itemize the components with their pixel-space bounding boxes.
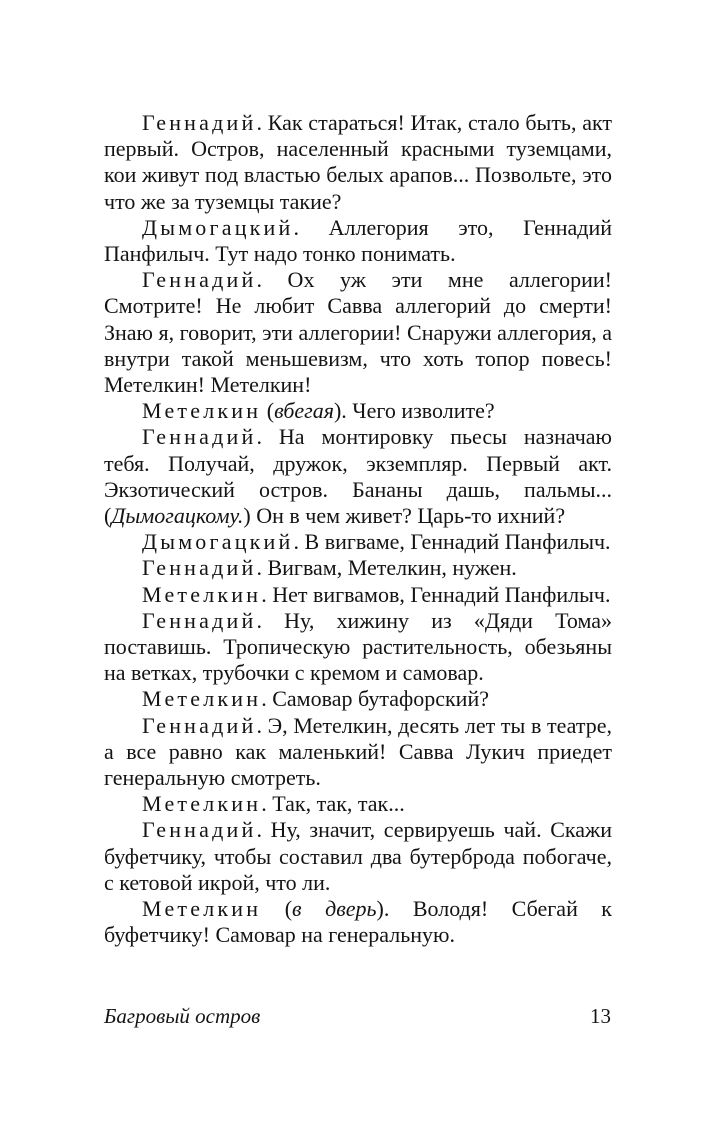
speaker-name: Геннадий xyxy=(142,712,257,738)
dialogue-line xyxy=(104,608,612,687)
line-text: ( xyxy=(261,896,293,922)
speaker-name: Дымогацкий xyxy=(142,214,294,240)
speaker-name: Метелкин xyxy=(142,398,262,424)
line-text: . Э, Метелкин, десять лет ты в театре, а все равно как маленький! Савва Лукич приедет генеральную смотреть. xyxy=(104,712,612,791)
line-text: . В вигваме, Геннадий Панфилыч. xyxy=(293,529,611,555)
line-text: . Аллегория это, Геннадий Панфилыч. Тут надо тонко понимать. xyxy=(104,214,612,267)
play-text xyxy=(104,110,612,949)
speaker-name: Геннадий xyxy=(142,555,257,581)
speaker-name: Метелкин xyxy=(142,686,262,712)
dialogue-line xyxy=(104,424,612,529)
speaker-name: Метелкин xyxy=(142,791,262,817)
dialogue-line xyxy=(104,398,612,424)
dialogue-line xyxy=(104,817,612,896)
stage-direction: в дверь xyxy=(292,896,377,922)
running-footer-title: Багровый остров xyxy=(104,1004,261,1028)
page-number: 13 xyxy=(590,1004,611,1028)
line-text: ( xyxy=(261,398,275,424)
stage-direction: Дымогацкому. xyxy=(111,503,244,529)
speaker-name: Метелкин xyxy=(142,581,262,607)
dialogue-line xyxy=(104,896,612,948)
dialogue-line xyxy=(104,110,612,215)
speaker-name: Геннадий xyxy=(142,110,257,135)
line-text: . Ну, хижину из «Дяди Тома» поставишь. Тропическую растительность, обезьяны на ветках, трубочки с кремом и самовар. xyxy=(104,607,612,686)
stage-direction: вбегая xyxy=(274,398,334,424)
line-text: ). Володя! Сбегай к буфетчику! Самовар на генеральную. xyxy=(104,896,613,948)
line-text: . На монтировку пьесы назначаю тебя. Получай, дружок, экземпляр. Первый акт. Экзотический остров. Бананы дашь, пальмы... ( xyxy=(104,424,612,529)
dialogue-line xyxy=(104,529,612,555)
line-text: . Нет вигвамов, Геннадий Панфилыч. xyxy=(261,581,611,607)
dialogue-line xyxy=(104,791,612,817)
dialogue-line xyxy=(104,582,612,608)
dialogue-line xyxy=(104,555,612,581)
line-text: ). Чего изволите? xyxy=(333,398,495,424)
dialogue-line xyxy=(104,713,612,792)
line-text: . Ну, значит, сервируешь чай. Скажи буфетчику, чтобы составил два бутерброда побогаче, с кетовой икрой, что ли. xyxy=(104,817,612,895)
speaker-name: Геннадий xyxy=(142,267,257,293)
line-text: ) Он в чем живет? Царь-то ихний? xyxy=(243,503,566,529)
speaker-name: Метелкин xyxy=(142,896,262,922)
line-text: . Так, так, так... xyxy=(261,791,405,817)
speaker-name: Геннадий xyxy=(142,424,257,450)
speaker-name: Геннадий xyxy=(142,607,257,633)
dialogue-line xyxy=(104,215,612,267)
line-text: . Самовар бутафорский? xyxy=(261,686,489,712)
line-text: . Ох уж эти мне аллегории! Смотрите! Не любит Савва аллегорий до смерти! Знаю я, говорит, эти аллегории! Снаружи аллегория, а внутри такой меньшевизм, что хоть топор повесь! Метелкин! Метелкин! xyxy=(104,267,612,398)
speaker-name: Геннадий xyxy=(142,817,257,843)
dialogue-line xyxy=(104,267,612,398)
speaker-name: Дымогацкий xyxy=(142,529,294,555)
line-text: . Вигвам, Метелкин, нужен. xyxy=(256,555,517,581)
line-text: . Как стараться! Итак, стало быть, акт первый. Остров, населенный красными туземцами, кои живут под властью белых арапов... Позвольте, это что же за туземцы такие? xyxy=(104,110,612,214)
dialogue-line xyxy=(104,686,612,712)
